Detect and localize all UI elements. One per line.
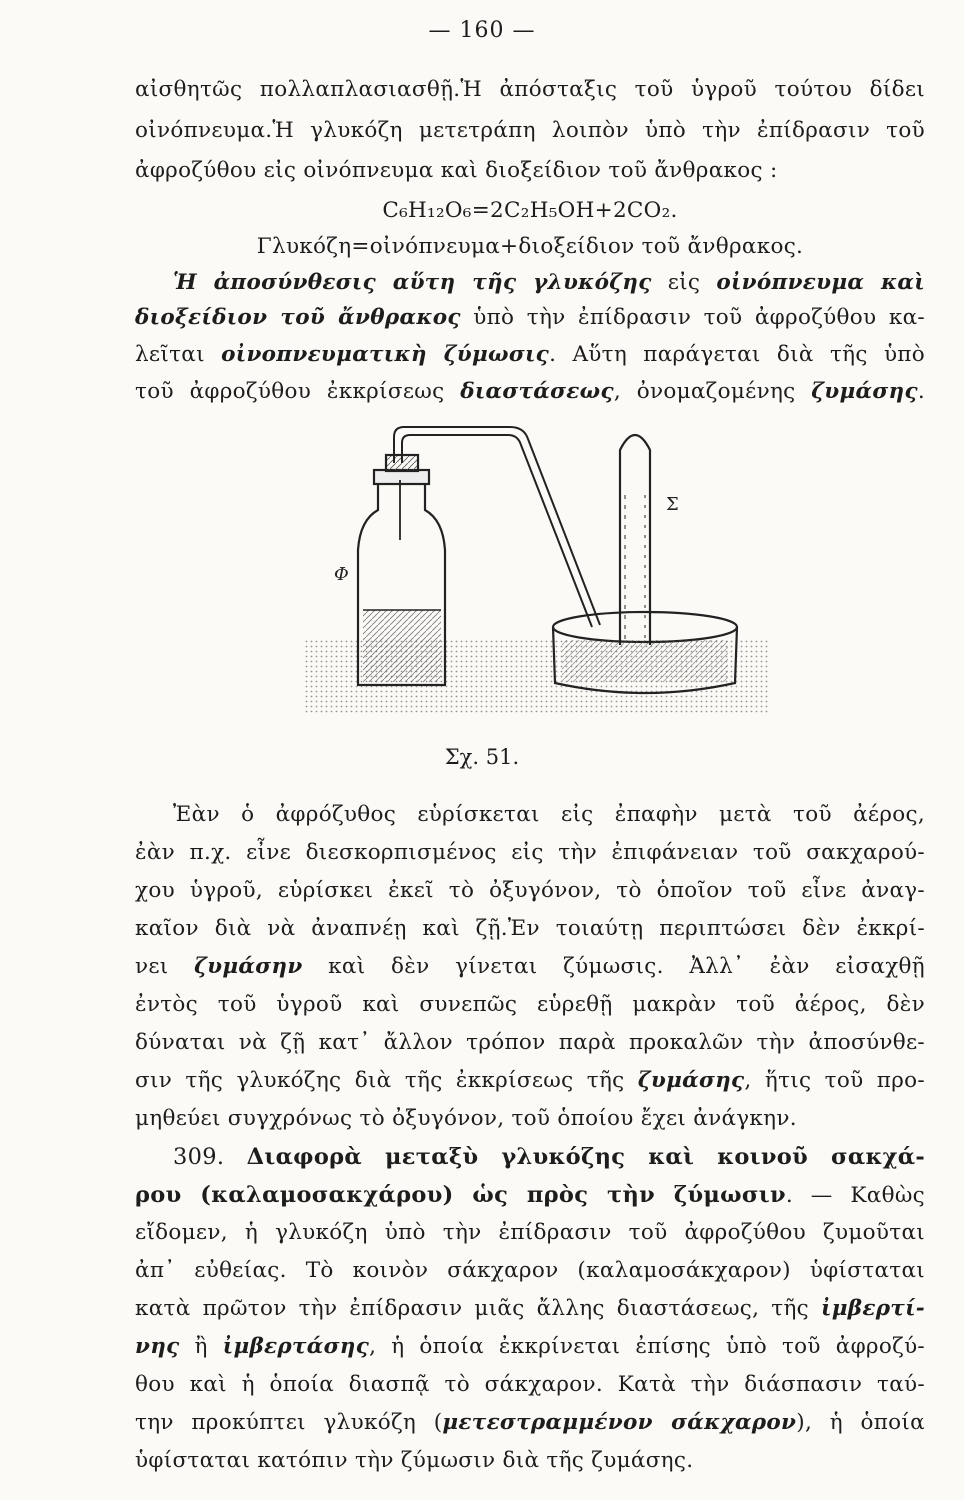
text-line: νης ἢ ἰμβερτάσης, ἡ ὁποία ἐκκρίνεται ἐπίσης ὑπὸ τοῦ ἀφροζύ- bbox=[135, 1334, 925, 1359]
text-line: ἀπ᾽ εὐθείας. Τὸ κοινὸν σάκχαρον (καλαμοσάκχαρον) ὑφίσταται bbox=[135, 1258, 925, 1283]
label-bottle: Φ bbox=[334, 564, 349, 585]
text-line: Ἐὰν ὁ ἀφρόζυθος εὑρίσκεται εἰς ἐπαφὴν μετὰ τοῦ ἀέρος, bbox=[173, 802, 925, 827]
section-heading-line: ρου (καλαμοσακχάρου) ὡς πρὸς τὴν ζύμωσιν. — Καθὼς bbox=[135, 1182, 925, 1208]
chemical-formula: C₆H₁₂O₆=2C₂H₅OH+2CO₂. bbox=[382, 198, 678, 223]
text-line: κατὰ πρῶτον τὴν ἐπίδρασιν μιᾶς ἄλλης διαστάσεως, τῆς ἰμβερτί- bbox=[135, 1296, 925, 1321]
text-line: θου καὶ ἡ ὁποία διασπᾷ τὸ σάκχαρον. Κατὰ τὴν διάσπασιν ταύ- bbox=[135, 1372, 925, 1397]
label-tube: Σ bbox=[666, 494, 679, 515]
section-heading: 309. Διαφορὰ μεταξὺ γλυκόζης καὶ κοινοῦ σακχά- bbox=[173, 1144, 926, 1170]
text-line: ἀφροζύθου εἰς οἰνόπνευμα καὶ διοξείδιον τοῦ ἄνθρακος : bbox=[135, 158, 778, 183]
text-line: σιν τῆς γλυκόζης διὰ τῆς ἐκκρίσεως τῆς ζυμάσης, ἥτις τοῦ προ- bbox=[135, 1068, 925, 1093]
text-line: οἰνόπνευμα.Ἡ γλυκόζη μετετράπη λοιπὸν ὑπὸ τὴν ἐπίδρασιν τοῦ bbox=[135, 118, 925, 143]
text-line: χου ὑγροῦ, εὑρίσκει ἐκεῖ τὸ ὀξυγόνον, τὸ ὁποῖον τοῦ εἶνε ἀναγ- bbox=[135, 878, 925, 903]
text-line: καῖον διὰ νὰ ἀναπνέῃ καὶ ζῇ.Ἐν τοιαύτῃ περιπτώσει δὲν ἐκκρί- bbox=[135, 916, 925, 941]
text-line: μηθεύει συγχρόνως τὸ ὀξυγόνον, τοῦ ὁποίου ἔχει ἀνάγκην. bbox=[135, 1106, 797, 1131]
text-line: εἴδομεν, ἡ γλυκόζη ὑπὸ τὴν ἐπίδρασιν τοῦ ἀφροζύθου ζυμοῦται bbox=[135, 1220, 925, 1245]
text-line: ὑφίσταται κατόπιν τὴν ζύμωσιν διὰ τῆς ζυμάσης. bbox=[135, 1448, 694, 1473]
page-number: — 160 — bbox=[428, 18, 536, 43]
delivery-tube bbox=[394, 427, 600, 627]
formula-in-words: Γλυκόζη=οἰνόπνευμα+διοξείδιον τοῦ ἄνθρακος. bbox=[256, 234, 804, 259]
apparatus-illustration bbox=[300, 415, 780, 745]
fermentation-apparatus-figure bbox=[300, 415, 780, 745]
text-line: Ἡ ἀποσύνθεσις αὕτη τῆς γλυκόζης εἰς οἰνόπνευμα καὶ bbox=[173, 270, 925, 295]
collecting-tube bbox=[620, 435, 650, 645]
text-line: δύναται νὰ ζῇ κατ᾽ ἄλλον τρόπον παρὰ προκαλῶν τὴν ἀποσύνθε- bbox=[135, 1030, 925, 1055]
text-line: ἐντὸς τοῦ ὑγροῦ καὶ συνεπῶς εὑρεθῇ μακρὰν τοῦ ἀέρος, δὲν bbox=[135, 992, 925, 1017]
text-line: διοξείδιον τοῦ ἄνθρακος ὑπὸ τὴν ἐπίδρασιν τοῦ ἀφροζύθου κα- bbox=[135, 305, 925, 330]
text-line: λεῖται οἰνοπνευματικὴ ζύμωσις. Αὕτη παράγεται διὰ τῆς ὑπὸ bbox=[135, 342, 925, 367]
text-line: αἰσθητῶς πολλαπλασιασθῇ.Ἡ ἀπόσταξις τοῦ ὑγροῦ τούτου δίδει bbox=[135, 77, 925, 102]
water-basin bbox=[553, 612, 737, 693]
text-line: την προκύπτει γλυκόζη (μετεστραμμένον σάκχαρον), ἡ ὁποία bbox=[135, 1410, 925, 1435]
text-line: τοῦ ἀφροζύθου ἐκκρίσεως διαστάσεως, ὀνομαζομένης ζυμάσης. bbox=[135, 379, 925, 404]
text-line: ἐὰν π.χ. εἶνε διεσκορπισμένος εἰς τὴν ἐπιφάνειαν τοῦ σακχαρού- bbox=[135, 840, 925, 865]
bottle bbox=[358, 455, 445, 685]
figure-caption: Σχ. 51. bbox=[444, 745, 520, 769]
text-line: νει ζυμάσην καὶ δὲν γίνεται ζύμωσις. Ἀλλ᾽ ἐὰν εἰσαχθῇ bbox=[135, 954, 925, 979]
